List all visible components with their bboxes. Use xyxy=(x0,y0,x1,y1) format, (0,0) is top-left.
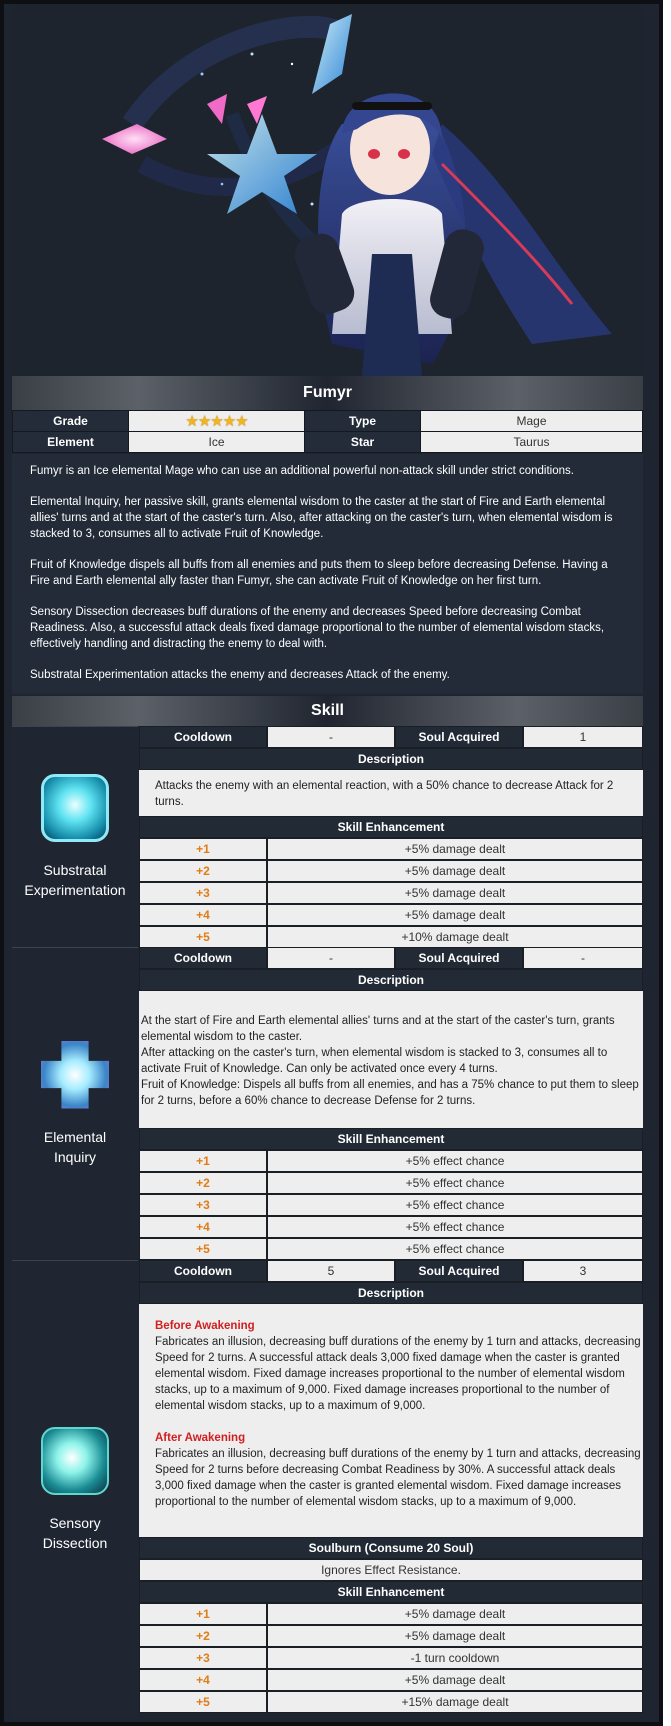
skill-enhancement-label: Skill Enhancement xyxy=(139,1128,643,1150)
enhancement-effect: +5% effect chance xyxy=(267,1150,643,1172)
star-value: Taurus xyxy=(421,432,643,453)
skill-enhancement-label: Skill Enhancement xyxy=(139,816,643,838)
enhancement-level: +2 xyxy=(139,1625,267,1647)
skill-1-enhancement-list xyxy=(139,838,643,948)
enhancement-effect: +5% damage dealt xyxy=(267,1669,643,1691)
enhancement-row xyxy=(139,904,643,926)
skill-3-name-line1: Sensory xyxy=(49,1514,101,1531)
info-row-grade xyxy=(13,411,643,432)
skill-1-description: Attacks the enemy with an elemental reaction, with a 50% chance to decrease Attack for 2 turns. xyxy=(139,770,643,818)
enhancement-effect: -1 turn cooldown xyxy=(267,1647,643,1669)
star-label: Star xyxy=(305,432,421,453)
info-row-element xyxy=(13,432,643,453)
cooldown-label: Cooldown xyxy=(139,947,267,969)
skill-3-description xyxy=(139,1304,643,1537)
sensory-dissection-icon xyxy=(41,1427,109,1495)
skill-1-description-header xyxy=(139,748,643,770)
enhancement-level: +3 xyxy=(139,882,267,904)
before-awakening-label: Before Awakening xyxy=(155,1320,255,1332)
enhancement-row xyxy=(139,1172,643,1194)
enhancement-row xyxy=(139,1150,643,1172)
soulburn-effect: Ignores Effect Resistance. xyxy=(139,1559,643,1581)
skill-3-soulburn-header xyxy=(139,1537,643,1559)
description-paragraph: Elemental Inquiry, her passive skill, grants elemental wisdom to the caster at the start of Fire and Earth elemental allies' turns and at the start of the caster's turn. Also, after attacking on the caster's turn, when elemental wisdom is stacked to 3, consumes all to activate Fruit of Knowledge. xyxy=(30,496,613,540)
skill-3-cooldown: 5 xyxy=(267,1260,395,1282)
enhancement-effect: +5% effect chance xyxy=(267,1194,643,1216)
enhancement-level: +4 xyxy=(139,1216,267,1238)
substratal-experimentation-icon xyxy=(41,774,109,842)
enhancement-effect: +5% damage dealt xyxy=(267,882,643,904)
description-label: Description xyxy=(139,969,643,991)
skill-1-soul: 1 xyxy=(523,726,643,748)
element-value: Ice xyxy=(129,432,305,453)
enhancement-level: +4 xyxy=(139,904,267,926)
enhancement-effect: +5% damage dealt xyxy=(267,838,643,860)
enhancement-level: +5 xyxy=(139,1238,267,1260)
enhancement-level: +1 xyxy=(139,1603,267,1625)
skill-1-name-line1: Substratal xyxy=(43,862,107,878)
skill-2-description-line: At the start of Fire and Earth elemental allies' turns and at the start of the caster's turn, grants elemental wisdom to the caster. xyxy=(141,1015,615,1043)
soulburn-label: Soulburn (Consume 20 Soul) xyxy=(139,1537,643,1559)
enhancement-row xyxy=(139,882,643,904)
skill-enhancement-label: Skill Enhancement xyxy=(139,1581,643,1603)
skill-2-description-line: Fruit of Knowledge: Dispels all buffs from all enemies, and has a 75% chance to put them to sleep for 2 turns, before a 60% chance to decrease Defense for 2 turns. xyxy=(141,1079,639,1107)
star-icons: ★★★★★ xyxy=(185,413,248,430)
skill-2-description-line: After attacking on the caster's turn, when elemental wisdom is stacked to 3, consumes all to activate Fruit of Knowledge. Can only be activated once every 4 turns. xyxy=(141,1047,608,1075)
hero-banner-art xyxy=(12,4,643,376)
skill-1-meta-row xyxy=(139,726,643,748)
enhancement-level: +1 xyxy=(139,838,267,860)
skill-2-meta-row xyxy=(139,947,643,969)
enhancement-row xyxy=(139,838,643,860)
after-awakening-text: Fabricates an illusion, decreasing buff durations of the enemy by 1 turn and attacks, decreasing Speed for 2 turns before decreasing Combat Readiness by 30%. A successful attack deals 3,000 fixed damage when the caster is granted elemental wisdom. Fixed damage increases proportional to the number of elemental wisdom stacks, up to a maximum of 9,000. xyxy=(155,1448,641,1508)
enhancement-level: +4 xyxy=(139,1669,267,1691)
enhancement-effect: +5% damage dealt xyxy=(267,904,643,926)
enhancement-level: +2 xyxy=(139,860,267,882)
enhancement-level: +5 xyxy=(139,926,267,948)
description-paragraph: Substratal Experimentation attacks the enemy and decreases Attack of the enemy. xyxy=(30,669,450,681)
skill-3-description-header xyxy=(139,1282,643,1304)
after-awakening-label: After Awakening xyxy=(155,1432,246,1444)
enhancement-level: +2 xyxy=(139,1172,267,1194)
skill-1-name-panel xyxy=(12,726,138,947)
enhancement-level: +3 xyxy=(139,1194,267,1216)
enhancement-level: +1 xyxy=(139,1150,267,1172)
description-label: Description xyxy=(139,1282,643,1304)
soul-acquired-label: Soul Acquired xyxy=(395,947,523,969)
cooldown-label: Cooldown xyxy=(139,726,267,748)
skill-section-title: Skill xyxy=(311,702,344,719)
before-awakening-text: Fabricates an illusion, decreasing buff durations of the enemy by 1 turn and attacks, decreasing Speed for 2 turns. A successful attack deals 3,000 fixed damage when the caster is granted elemental wisdom. Fixed damage increases proportional to the number of elemental wisdom stacks, up to a maximum of 9,000. Fixed damage increases proportional to the number of elemental wisdom stacks, up to a maximum of 9,000. xyxy=(155,1336,641,1412)
enhancement-effect: +5% damage dealt xyxy=(267,860,643,882)
enhancement-effect: +5% damage dealt xyxy=(267,1603,643,1625)
hero-illustration xyxy=(12,4,643,376)
type-value: Mage xyxy=(421,411,643,432)
enhancement-effect: +5% effect chance xyxy=(267,1238,643,1260)
skill-3-name-panel xyxy=(12,1260,138,1718)
enhancement-row xyxy=(139,1238,643,1260)
enhancement-row xyxy=(139,1625,643,1647)
type-label: Type xyxy=(305,411,421,432)
skill-2-name-line2: Inquiry xyxy=(53,1148,97,1165)
hero-name-bar xyxy=(12,376,643,410)
skill-3-meta-row xyxy=(139,1260,643,1282)
enhancement-row xyxy=(139,1669,643,1691)
skill-3-soulburn-row xyxy=(139,1559,643,1581)
enhancement-row xyxy=(139,1194,643,1216)
description-paragraph: Fumyr is an Ice elemental Mage who can use an additional powerful non-attack skill under strict conditions. xyxy=(30,465,574,477)
skill-3-soul: 3 xyxy=(523,1260,643,1282)
element-label: Element xyxy=(13,432,129,453)
description-label: Description xyxy=(139,748,643,770)
skill-2-enhancement-header xyxy=(139,1128,643,1150)
cooldown-label: Cooldown xyxy=(139,1260,267,1282)
skill-2-soul: - xyxy=(523,947,643,969)
enhancement-level: +3 xyxy=(139,1647,267,1669)
skill-section-bar xyxy=(12,696,643,726)
hero-name: Fumyr xyxy=(303,384,352,401)
skill-2-enhancement-list xyxy=(139,1150,643,1260)
skill-2-name-line1: Elemental xyxy=(43,1128,107,1145)
skill-2-description-header xyxy=(139,969,643,991)
hero-info-table xyxy=(12,410,643,453)
skill-2-description xyxy=(139,991,643,1129)
skill-2-cooldown: - xyxy=(267,947,395,969)
skill-2-name-panel xyxy=(12,947,138,1259)
hero-description xyxy=(12,454,643,694)
enhancement-effect: +5% damage dealt xyxy=(267,1625,643,1647)
enhancement-effect: +15% damage dealt xyxy=(267,1691,643,1713)
elemental-inquiry-icon xyxy=(41,1041,109,1109)
enhancement-row xyxy=(139,860,643,882)
enhancement-effect: +10% damage dealt xyxy=(267,926,643,948)
skill-3-enhancement-header xyxy=(139,1581,643,1603)
enhancement-row xyxy=(139,1691,643,1713)
grade-label: Grade xyxy=(13,411,129,432)
skill-1-name-line2: Experimentation xyxy=(24,882,126,898)
enhancement-row xyxy=(139,1216,643,1238)
soul-acquired-label: Soul Acquired xyxy=(395,726,523,748)
skill-3-enhancement-list xyxy=(139,1603,643,1713)
skill-1-enhancement-header xyxy=(139,816,643,838)
description-paragraph: Sensory Dissection decreases buff durations of the enemy and decreases Speed before decreasing Combat Readiness. Also, a successful attack deals fixed damage proportional to the number of elemental wisdom stacks, effectively handling and distracting the enemy to deal with. xyxy=(30,606,605,650)
enhancement-effect: +5% effect chance xyxy=(267,1216,643,1238)
enhancement-row xyxy=(139,1647,643,1669)
enhancement-row xyxy=(139,1603,643,1625)
enhancement-level: +5 xyxy=(139,1691,267,1713)
soul-acquired-label: Soul Acquired xyxy=(395,1260,523,1282)
enhancement-effect: +5% effect chance xyxy=(267,1172,643,1194)
description-paragraph: Fruit of Knowledge dispels all buffs from all enemies and puts them to sleep before decreasing Defense. Having a Fire and Earth elemental ally faster than Fumyr, she can activate Fruit of Knowledge on her first turn. xyxy=(30,559,608,587)
skill-1-cooldown: - xyxy=(267,726,395,748)
grade-stars xyxy=(129,411,305,432)
skill-3-name-line2: Dissection xyxy=(42,1534,108,1551)
enhancement-row xyxy=(139,926,643,948)
